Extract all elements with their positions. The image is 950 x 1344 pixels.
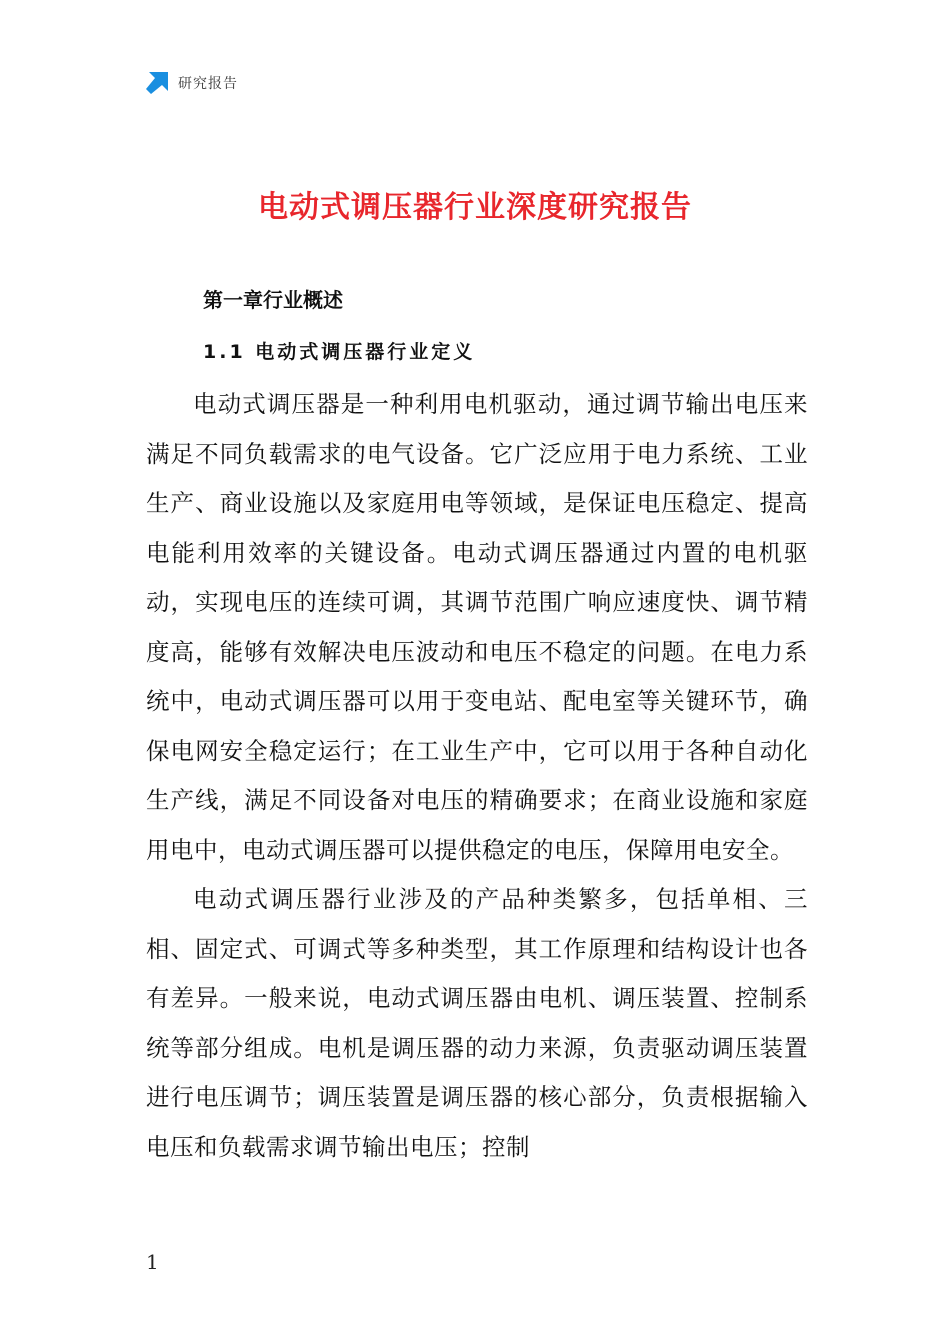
section-heading: 1.1 电动式调压器行业定义 — [203, 341, 476, 363]
paragraph: 电动式调压器行业涉及的产品种类繁多，包括单相、三相、固定式、可调式等多种类型，其工作原理和结构设计也各有差异。一般来说，电动式调压器由电机、调压装置、控制系统等部分组成。电机是调压器的动力来源，负责驱动调压装置进行电压调节；调压装置是调压器的核心部分，负责根据输入电压和负载需求调节输出电压；控制 — [146, 885, 808, 1161]
header-label: 研究报告 — [178, 76, 238, 92]
body-text — [146, 380, 808, 1172]
document-title: 电动式调压器行业深度研究报告 — [258, 190, 692, 225]
page-number: 1 — [146, 1250, 159, 1274]
page-header — [146, 70, 238, 96]
paragraph: 电动式调压器是一种利用电机驱动，通过调节输出电压来满足不同负载需求的电气设备。它广泛应用于电力系统、工业生产、商业设施以及家庭用电等领域，是保证电压稳定、提高电能利用效率的关键设备。电动式调压器通过内置的电机驱动，实现电压的连续可调，其调节范围广响应速度快、调节精度高，能够有效解决电压波动和电压不稳定的问题。在电力系统中，电动式调压器可以用于变电站、配电室等关键环节，确保电网安全稳定运行；在工业生产中，它可以用于各种自动化生产线，满足不同设备对电压的精确要求；在商业设施和家庭用电中，电动式调压器可以提供稳定的电压，保障用电安全。 — [146, 390, 808, 864]
arrow-up-right-icon — [146, 72, 168, 94]
chapter-heading: 第一章行业概述 — [203, 288, 343, 312]
